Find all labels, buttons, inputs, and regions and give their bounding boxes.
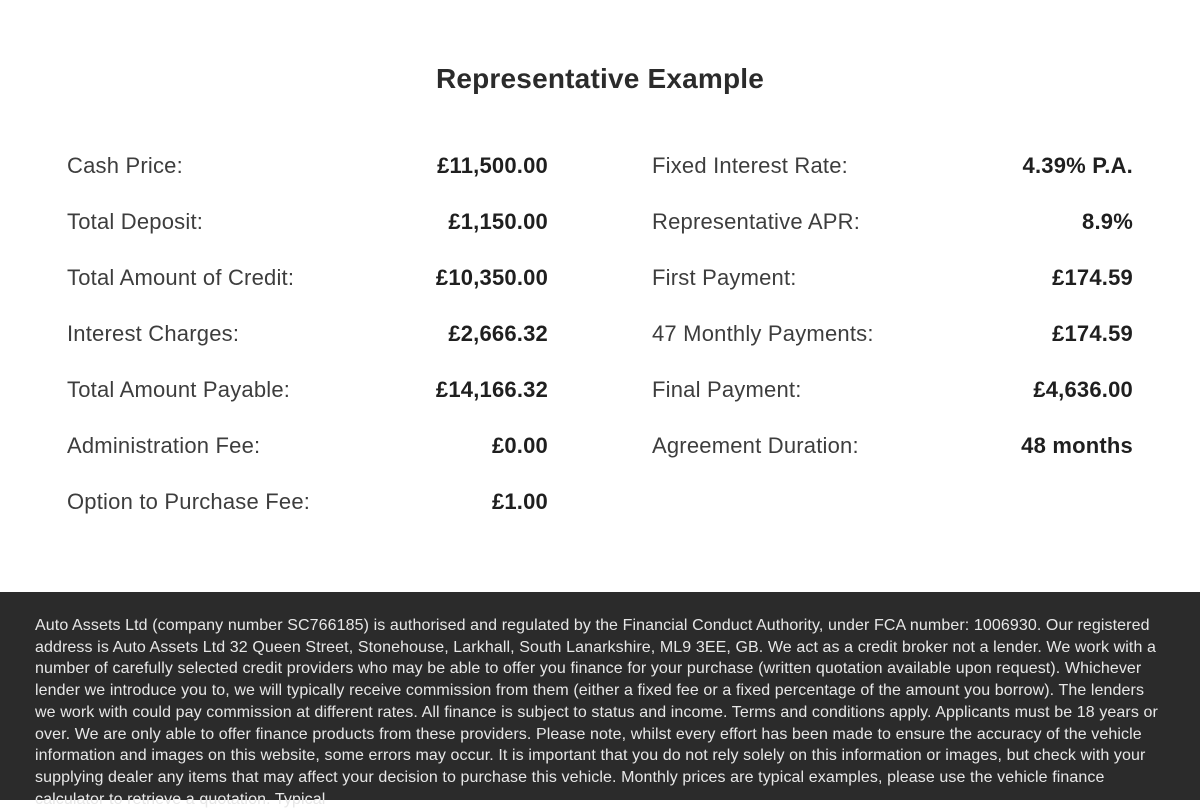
finance-left-column: [67, 138, 548, 530]
legal-disclaimer-text: Auto Assets Ltd (company number SC766185) is authorised and regulated by the Financial Conduct Authority, under FCA number: 1006930. Our registered address is Auto Assets Ltd 32 Queen Street, Stonehouse, Larkhall, South Lanarkshire, ML9 3EE, GB. We act as a credit broker not a lender. We work with a number of carefully selected credit providers who may be able to offer you finance for your purchase (written quotation available upon request). Whichever lender we introduce you to, we will typically receive commission from them (either a fixed fee or a fixed percentage of the amount you borrow). The lenders we work with could pay commission at different rates. All finance is subject to status and income. Terms and conditions apply. Applicants must be 18 years or over. We are only able to offer finance products from these providers. Please note, whilst every effort has been made to ensure the accuracy of the vehicle information and images on this website, some errors may occur. It is important that you do not rely solely on this information or images, but check with your supplying dealer any items that may affect your decision to purchase this vehicle. Monthly prices are typical examples, please use the vehicle finance calculator to retrieve a quotation. Typical: [35, 617, 1158, 808]
finance-value: £10,350.00: [435, 265, 548, 290]
finance-value: £2,666.32: [448, 321, 548, 346]
finance-row-total-amount-of-credit: [67, 250, 548, 306]
finance-row-total-deposit: [67, 194, 548, 250]
finance-row-interest-charges: [67, 306, 548, 362]
finance-row-final-payment: [652, 362, 1133, 418]
finance-label: Agreement Duration:: [652, 433, 859, 458]
finance-value: £4,636.00: [1033, 377, 1133, 402]
finance-label: Fixed Interest Rate:: [652, 153, 848, 178]
finance-row-fixed-interest-rate: [652, 138, 1133, 194]
finance-right-column: [652, 138, 1133, 530]
finance-label: Representative APR:: [652, 209, 861, 234]
finance-value: £14,166.32: [435, 377, 548, 402]
finance-value: £174.59: [1052, 321, 1133, 346]
finance-value: 4.39% P.A.: [1022, 153, 1133, 178]
finance-row-total-amount-payable: [67, 362, 548, 418]
finance-value: £11,500.00: [437, 153, 548, 178]
finance-value: £1,150.00: [448, 209, 548, 234]
finance-label: First Payment:: [652, 265, 797, 290]
finance-label: 47 Monthly Payments:: [652, 321, 874, 346]
finance-value: £174.59: [1052, 265, 1133, 290]
finance-summary: [67, 138, 1133, 530]
finance-label: Cash Price:: [67, 153, 183, 178]
finance-value: 8.9%: [1082, 209, 1133, 234]
page-title: Representative Example: [435, 62, 765, 94]
finance-row-cash-price: [67, 138, 548, 194]
finance-label: Total Amount of Credit:: [67, 265, 295, 290]
finance-row-first-payment: [652, 250, 1133, 306]
finance-value: £1.00: [491, 489, 548, 514]
finance-label: Option to Purchase Fee:: [67, 489, 311, 514]
finance-label: Interest Charges:: [67, 321, 240, 346]
finance-row-administration-fee: [67, 418, 548, 474]
legal-footer: [0, 592, 1200, 808]
finance-value: 48 months: [1021, 433, 1133, 458]
finance-label: Total Amount Payable:: [67, 377, 291, 402]
finance-row-monthly-payments: [652, 306, 1133, 362]
finance-label: Final Payment:: [652, 377, 802, 402]
finance-label: Administration Fee:: [67, 433, 261, 458]
finance-label: Total Deposit:: [67, 209, 204, 234]
finance-row-option-to-purchase-fee: [67, 474, 548, 530]
finance-row-representative-apr: [652, 194, 1133, 250]
finance-value: £0.00: [491, 433, 548, 458]
finance-row-agreement-duration: [652, 418, 1133, 474]
